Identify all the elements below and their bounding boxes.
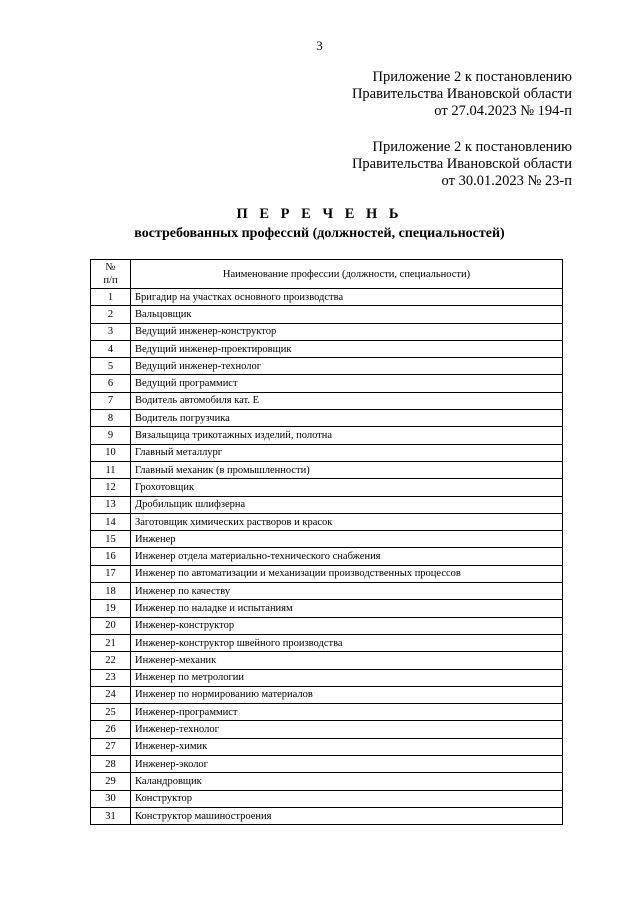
table-row bbox=[91, 721, 563, 738]
row-profession-cell: Инженер по наладке и испытаниям bbox=[131, 600, 563, 617]
row-profession-cell: Главный металлург bbox=[131, 444, 563, 461]
row-profession-cell: Инженер по качеству bbox=[131, 583, 563, 600]
row-number-cell: 14 bbox=[91, 513, 131, 530]
row-number-cell: 19 bbox=[91, 600, 131, 617]
table-row bbox=[91, 461, 563, 478]
professions-table bbox=[90, 259, 563, 825]
row-number-cell: 5 bbox=[91, 358, 131, 375]
appendix-current-line3: от 27.04.2023 № 194-п bbox=[434, 103, 572, 119]
appendix-current-block bbox=[352, 69, 572, 120]
table-header-row bbox=[91, 260, 563, 289]
table-row bbox=[91, 617, 563, 634]
row-number-cell: 22 bbox=[91, 652, 131, 669]
row-number-cell: 30 bbox=[91, 790, 131, 807]
row-number-cell: 18 bbox=[91, 583, 131, 600]
row-profession-cell: Инженер по автоматизации и механизации производственных процессов bbox=[131, 565, 563, 582]
table-row bbox=[91, 807, 563, 824]
row-number-cell: 29 bbox=[91, 773, 131, 790]
row-number-cell: 27 bbox=[91, 738, 131, 755]
row-profession-cell: Главный механик (в промышленности) bbox=[131, 461, 563, 478]
row-profession-cell: Инженер-механик bbox=[131, 652, 563, 669]
appendix-previous-line1: Приложение 2 к постановлению bbox=[372, 139, 572, 155]
row-number-cell: 13 bbox=[91, 496, 131, 513]
row-profession-cell: Инженер отдела материально-технического снабжения bbox=[131, 548, 563, 565]
row-number-cell: 4 bbox=[91, 340, 131, 357]
table-row bbox=[91, 704, 563, 721]
table-row bbox=[91, 427, 563, 444]
appendix-current-line2: Правительства Ивановской области bbox=[351, 86, 572, 102]
document-title: П Е Р Е Ч Е Н Ь bbox=[236, 206, 403, 222]
row-number-cell: 20 bbox=[91, 617, 131, 634]
row-number-cell: 9 bbox=[91, 427, 131, 444]
row-number-cell: 26 bbox=[91, 721, 131, 738]
table-row bbox=[91, 289, 563, 306]
table-row bbox=[91, 773, 563, 790]
row-profession-cell: Ведущий инженер-проектировщик bbox=[131, 340, 563, 357]
row-profession-cell: Инженер-конструктор bbox=[131, 617, 563, 634]
row-profession-cell: Заготовщик химических растворов и красок bbox=[131, 513, 563, 530]
row-number-cell: 8 bbox=[91, 410, 131, 427]
table-row bbox=[91, 790, 563, 807]
row-profession-cell: Инженер-программист bbox=[131, 704, 563, 721]
table-row bbox=[91, 634, 563, 651]
appendix-previous-line2: Правительства Ивановской области bbox=[351, 156, 572, 172]
row-profession-cell: Инженер-эколог bbox=[131, 756, 563, 773]
row-number-cell: 24 bbox=[91, 686, 131, 703]
row-profession-cell: Ведущий программист bbox=[131, 375, 563, 392]
row-profession-cell: Каландровщик bbox=[131, 773, 563, 790]
row-profession-cell: Водитель погрузчика bbox=[131, 410, 563, 427]
table-row bbox=[91, 600, 563, 617]
row-profession-cell: Инженер по нормированию материалов bbox=[131, 686, 563, 703]
table-row bbox=[91, 565, 563, 582]
table-row bbox=[91, 479, 563, 496]
table-row bbox=[91, 652, 563, 669]
row-number-cell: 6 bbox=[91, 375, 131, 392]
table-row bbox=[91, 392, 563, 409]
document-subtitle: востребованных профессий (должностей, специальностей) bbox=[134, 226, 505, 241]
row-number-cell: 3 bbox=[91, 323, 131, 340]
table-row bbox=[91, 583, 563, 600]
row-number-cell: 17 bbox=[91, 565, 131, 582]
row-number-cell: 21 bbox=[91, 634, 131, 651]
row-number-cell: 31 bbox=[91, 807, 131, 824]
row-profession-cell: Инженер-технолог bbox=[131, 721, 563, 738]
table-row bbox=[91, 531, 563, 548]
header-number-abbr: п/п bbox=[103, 275, 118, 286]
table-row bbox=[91, 686, 563, 703]
header-number-cell bbox=[91, 260, 131, 289]
row-profession-cell: Грохотовщик bbox=[131, 479, 563, 496]
page-number: 3 bbox=[316, 38, 323, 53]
table-row bbox=[91, 410, 563, 427]
row-profession-cell: Инженер-химик bbox=[131, 738, 563, 755]
row-profession-cell: Инженер-конструктор швейного производства bbox=[131, 634, 563, 651]
table-row bbox=[91, 444, 563, 461]
row-profession-cell: Ведущий инженер-конструктор bbox=[131, 323, 563, 340]
table-row bbox=[91, 340, 563, 357]
row-number-cell: 23 bbox=[91, 669, 131, 686]
row-number-cell: 2 bbox=[91, 306, 131, 323]
row-profession-cell: Ведущий инженер-технолог bbox=[131, 358, 563, 375]
row-profession-cell: Конструктор машиностроения bbox=[131, 807, 563, 824]
header-name-cell: Наименование профессии (должности, специальности) bbox=[131, 260, 563, 289]
row-number-cell: 15 bbox=[91, 531, 131, 548]
row-profession-cell: Инженер по метрологии bbox=[131, 669, 563, 686]
row-number-cell: 10 bbox=[91, 444, 131, 461]
table-row bbox=[91, 756, 563, 773]
table-row bbox=[91, 306, 563, 323]
row-profession-cell: Инженер bbox=[131, 531, 563, 548]
table-row bbox=[91, 323, 563, 340]
appendix-current-line1: Приложение 2 к постановлению bbox=[372, 69, 572, 85]
table-row bbox=[91, 669, 563, 686]
row-number-cell: 16 bbox=[91, 548, 131, 565]
appendix-previous-block bbox=[352, 139, 572, 190]
row-profession-cell: Вязальщица трикотажных изделий, полотна bbox=[131, 427, 563, 444]
row-profession-cell: Дробильщик шлифзерна bbox=[131, 496, 563, 513]
row-profession-cell: Конструктор bbox=[131, 790, 563, 807]
row-number-cell: 28 bbox=[91, 756, 131, 773]
table-row bbox=[91, 358, 563, 375]
appendix-previous-line3: от 30.01.2023 № 23-п bbox=[441, 173, 572, 189]
row-profession-cell: Водитель автомобиля кат. Е bbox=[131, 392, 563, 409]
table-row bbox=[91, 513, 563, 530]
table-row bbox=[91, 496, 563, 513]
row-number-cell: 25 bbox=[91, 704, 131, 721]
row-number-cell: 12 bbox=[91, 479, 131, 496]
table-row bbox=[91, 375, 563, 392]
table-row bbox=[91, 548, 563, 565]
header-number-symbol: № bbox=[105, 262, 116, 273]
row-number-cell: 1 bbox=[91, 289, 131, 306]
table-row bbox=[91, 738, 563, 755]
row-profession-cell: Бригадир на участках основного производства bbox=[131, 289, 563, 306]
row-profession-cell: Вальцовщик bbox=[131, 306, 563, 323]
row-number-cell: 11 bbox=[91, 461, 131, 478]
row-number-cell: 7 bbox=[91, 392, 131, 409]
